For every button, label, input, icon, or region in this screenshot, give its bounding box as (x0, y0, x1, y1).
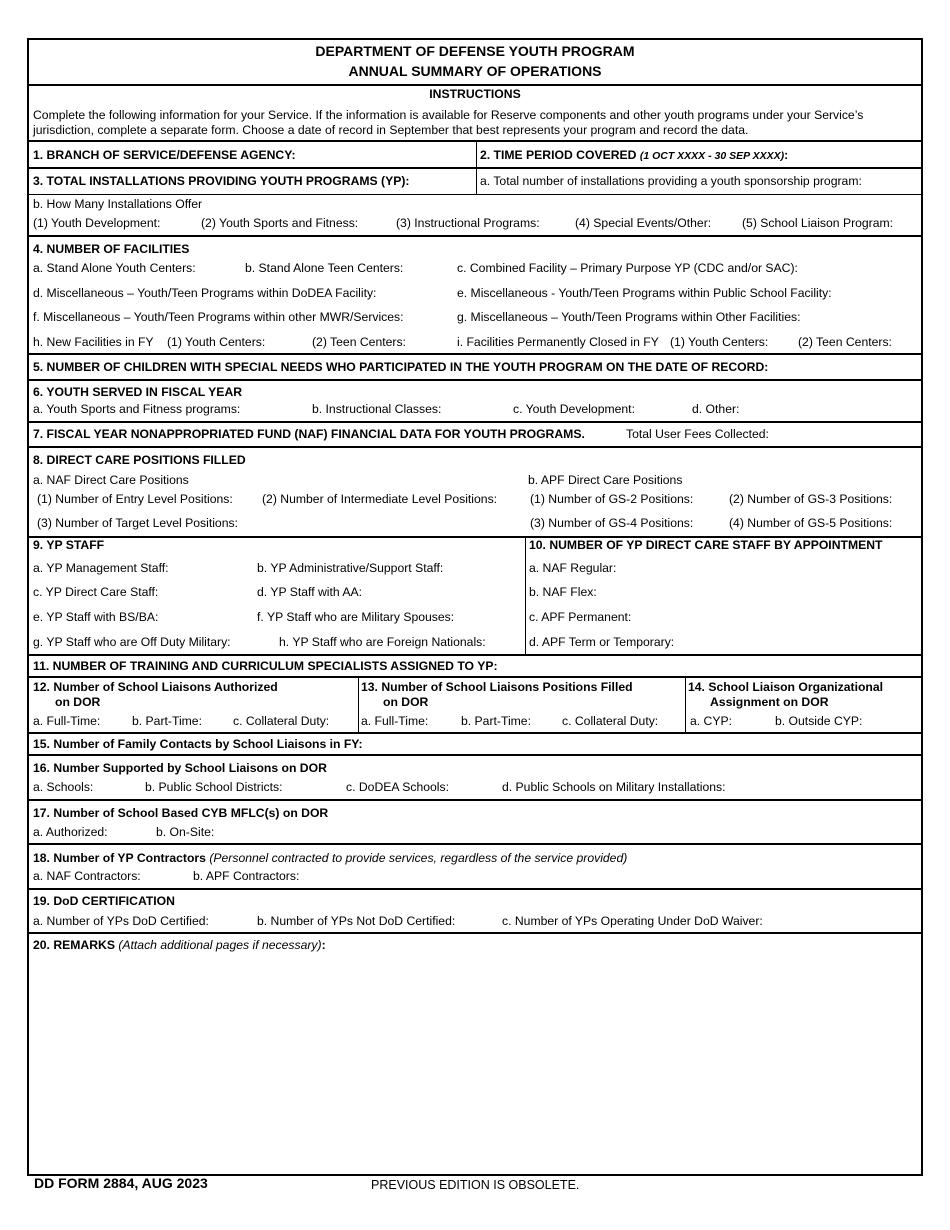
instructions-heading: INSTRUCTIONS (429, 87, 521, 101)
special-needs-label: 5. NUMBER OF CHILDREN WITH SPECIAL NEEDS WHO PARTICIPATED IN THE YOUTH PROGRAM ON THE DATE OF RECORD: (33, 360, 769, 374)
form-title-line2: ANNUAL SUMMARY OF OPERATIONS (348, 63, 602, 79)
sl-cyp-field[interactable]: a. CYP: (690, 714, 732, 728)
entry-level-field[interactable]: (1) Number of Entry Level Positions: (37, 492, 233, 506)
row-11 (29, 656, 921, 678)
gs3-field[interactable]: (2) Number of GS-3 Positions: (729, 492, 893, 506)
divider (476, 142, 477, 167)
form-header (29, 40, 921, 86)
not-dod-certified-field[interactable]: b. Number of YPs Not DoD Certified: (257, 914, 456, 928)
row-3 (29, 169, 921, 195)
closed-facilities-label: i. Facilities Permanently Closed in FY (457, 335, 659, 349)
naf-contractors-field[interactable]: a. NAF Contractors: (33, 869, 141, 883)
staff-by-appointment-label: 10. NUMBER OF YP DIRECT CARE STAFF BY APPOINTMENT (529, 538, 883, 552)
remarks-note: (Attach additional pages if necessary) (118, 938, 322, 952)
youth-development-served-field[interactable]: c. Youth Development: (513, 402, 635, 416)
row-9-10 (29, 538, 921, 656)
naf-direct-care-label: a. NAF Direct Care Positions (33, 473, 189, 487)
sl-auth-fulltime-field[interactable]: a. Full-Time: (33, 714, 101, 728)
sl-auth-collateral-field[interactable]: c. Collateral Duty: (233, 714, 330, 728)
instructional-programs-field[interactable]: (3) Instructional Programs: (396, 216, 540, 230)
user-fees-field[interactable]: Total User Fees Collected: (626, 427, 769, 441)
sl-auth-parttime-field[interactable]: b. Part-Time: (132, 714, 202, 728)
direct-care-positions-label: 8. DIRECT CARE POSITIONS FILLED (33, 453, 246, 467)
naf-financial-label: 7. FISCAL YEAR NONAPPROPRIATED FUND (NAF) FINANCIAL DATA FOR YOUTH PROGRAMS. (33, 427, 585, 441)
closed-youth-centers-field[interactable]: (1) Youth Centers: (670, 335, 769, 349)
form-number: DD FORM 2884, AUG 2023 (34, 1175, 208, 1191)
contractors-heading (33, 851, 627, 865)
military-spouses-field[interactable]: f. YP Staff who are Military Spouses: (257, 610, 455, 624)
row-6 (29, 381, 921, 423)
remarks-area[interactable] (29, 934, 921, 1174)
mflc-label: 17. Number of School Based CYB MFLC(s) on DOR (33, 806, 329, 820)
apf-term-field[interactable]: d. APF Term or Temporary: (529, 635, 675, 649)
mflc-authorized-field[interactable]: a. Authorized: (33, 825, 108, 839)
new-teen-centers-field[interactable]: (2) Teen Centers: (312, 335, 406, 349)
dod-certification-label: 19. DoD CERTIFICATION (33, 894, 175, 908)
contractors-note: (Personnel contracted to provide services, regardless of the service provided) (209, 851, 628, 865)
installations-offer-label: b. How Many Installations Offer (33, 197, 203, 211)
new-youth-centers-field[interactable]: (1) Youth Centers: (167, 335, 266, 349)
youth-served-label: 6. YOUTH SERVED IN FISCAL YEAR (33, 385, 243, 399)
branch-of-service-label: 1. BRANCH OF SERVICE/DEFENSE AGENCY: (33, 148, 296, 162)
special-events-field[interactable]: (4) Special Events/Other: (575, 216, 712, 230)
misc-dodea-field[interactable]: d. Miscellaneous – Youth/Teen Programs within DoDEA Facility: (33, 286, 377, 300)
form-title-line1: DEPARTMENT OF DEFENSE YOUTH PROGRAM (315, 43, 635, 59)
sl-authorized-label-2: on DOR (55, 695, 101, 709)
instructional-classes-field[interactable]: b. Instructional Classes: (312, 402, 442, 416)
row-17 (29, 801, 921, 845)
naf-flex-field[interactable]: b. NAF Flex: (529, 585, 597, 599)
yp-staff-label: 9. YP STAFF (33, 538, 105, 552)
new-facilities-label: h. New Facilities in FY (33, 335, 154, 349)
row-19 (29, 890, 921, 934)
training-specialists-label: 11. NUMBER OF TRAINING AND CURRICULUM SPECIALISTS ASSIGNED TO YP: (33, 659, 498, 673)
sponsorship-field[interactable]: a. Total number of installations providing a youth sponsorship program: (480, 174, 862, 188)
row-1-2 (29, 142, 921, 169)
contractors-label: 18. Number of YP Contractors (33, 851, 206, 865)
row-18 (29, 845, 921, 890)
gs2-field[interactable]: (1) Number of GS-2 Positions: (530, 492, 694, 506)
admin-support-staff-field[interactable]: b. YP Administrative/Support Staff: (257, 561, 444, 575)
misc-mwr-field[interactable]: f. Miscellaneous – Youth/Teen Programs within other MWR/Services: (33, 310, 404, 324)
family-contacts-label: 15. Number of Family Contacts by School Liaisons in FY: (33, 737, 363, 751)
row-8 (29, 448, 921, 538)
dod-waiver-field[interactable]: c. Number of YPs Operating Under DoD Waiver: (502, 914, 763, 928)
public-schools-military-field[interactable]: d. Public Schools on Military Installations: (502, 780, 726, 794)
misc-other-field[interactable]: g. Miscellaneous – Youth/Teen Programs within Other Facilities: (457, 310, 801, 324)
row-15 (29, 734, 921, 756)
remarks-heading (33, 938, 326, 952)
form (27, 38, 923, 1176)
instructions-line1: Complete the following information for your Service. If the information is available for Reserve components and other youth programs under your Service’s (33, 108, 864, 122)
remarks-colon: : (321, 938, 326, 952)
apf-direct-care-label: b. APF Direct Care Positions (528, 473, 683, 487)
off-duty-military-field[interactable]: g. YP Staff who are Off Duty Military: (33, 635, 231, 649)
public-school-districts-field[interactable]: b. Public School Districts: (145, 780, 283, 794)
row-4-facilities (29, 237, 921, 355)
sl-outside-cyp-field[interactable]: b. Outside CYP: (775, 714, 863, 728)
facilities-label: 4. NUMBER OF FACILITIES (33, 242, 190, 256)
divider (525, 538, 526, 654)
time-period-field (480, 148, 788, 163)
target-level-field[interactable]: (3) Number of Target Level Positions: (37, 516, 238, 530)
remarks-label: 20. REMARKS (33, 938, 115, 952)
foreign-nationals-field[interactable]: h. YP Staff who are Foreign Nationals: (279, 635, 486, 649)
sl-org-assignment-label: 14. School Liaison Organizational (688, 680, 884, 694)
row-3b (29, 195, 921, 237)
apf-contractors-field[interactable]: b. APF Contractors: (193, 869, 300, 883)
youth-sports-field[interactable]: (2) Youth Sports and Fitness: (201, 216, 359, 230)
time-period-colon: : (784, 148, 789, 162)
sl-filled-parttime-field[interactable]: b. Part-Time: (461, 714, 531, 728)
combined-facility-field[interactable]: c. Combined Facility – Primary Purpose YP (CDC and/or SAC): (457, 261, 798, 275)
staff-with-bsba-field[interactable]: e. YP Staff with BS/BA: (33, 610, 159, 624)
dod-certified-field[interactable]: a. Number of YPs DoD Certified: (33, 914, 209, 928)
school-liaison-program-field[interactable]: (5) School Liaison Program: (742, 216, 894, 230)
instructions-block (29, 86, 921, 142)
staff-with-aa-field[interactable]: d. YP Staff with AA: (257, 585, 363, 599)
youth-development-field[interactable]: (1) Youth Development: (33, 216, 161, 230)
divider (685, 678, 686, 732)
sl-filled-label-2: on DOR (383, 695, 429, 709)
divider (358, 678, 359, 732)
row-16 (29, 756, 921, 801)
sl-filled-label: 13. Number of School Liaisons Positions Filled (361, 680, 633, 694)
dodea-schools-field[interactable]: c. DoDEA Schools: (346, 780, 449, 794)
gs4-field[interactable]: (3) Number of GS-4 Positions: (530, 516, 694, 530)
naf-regular-field[interactable]: a. NAF Regular: (529, 561, 617, 575)
sl-filled-collateral-field[interactable]: c. Collateral Duty: (562, 714, 659, 728)
misc-public-school-field[interactable]: e. Miscellaneous - Youth/Teen Programs within Public School Facility: (457, 286, 832, 300)
stand-alone-youth-field[interactable]: a. Stand Alone Youth Centers: (33, 261, 196, 275)
sl-authorized-label: 12. Number of School Liaisons Authorized (33, 680, 278, 694)
row-7 (29, 423, 921, 448)
schools-field[interactable]: a. Schools: (33, 780, 94, 794)
management-staff-field[interactable]: a. YP Management Staff: (33, 561, 169, 575)
intermediate-level-field[interactable]: (2) Number of Intermediate Level Positions: (262, 492, 498, 506)
gs5-field[interactable]: (4) Number of GS-5 Positions: (729, 516, 893, 530)
instructions-line2: jurisdiction, complete a separate form. Choose a date of record in September that best represents your program and record the data. (33, 123, 749, 137)
time-period-label: 2. TIME PERIOD COVERED (480, 148, 637, 162)
direct-care-staff-field[interactable]: c. YP Direct Care Staff: (33, 585, 159, 599)
sl-org-assignment-label-2: Assignment on DOR (710, 695, 829, 709)
total-installations-label: 3. TOTAL INSTALLATIONS PROVIDING YOUTH PROGRAMS (YP): (33, 174, 410, 188)
divider (476, 169, 477, 194)
youth-sports-served-field[interactable]: a. Youth Sports and Fitness programs: (33, 402, 241, 416)
sl-filled-fulltime-field[interactable]: a. Full-Time: (361, 714, 429, 728)
apf-permanent-field[interactable]: c. APF Permanent: (529, 610, 632, 624)
other-served-field[interactable]: d. Other: (692, 402, 740, 416)
obsolete-notice: PREVIOUS EDITION IS OBSOLETE. (371, 1178, 580, 1192)
supported-by-sl-label: 16. Number Supported by School Liaisons on DOR (33, 761, 327, 775)
stand-alone-teen-field[interactable]: b. Stand Alone Teen Centers: (245, 261, 404, 275)
time-period-note: (1 OCT XXXX - 30 SEP XXXX) (639, 150, 785, 162)
mflc-onsite-field[interactable]: b. On-Site: (156, 825, 215, 839)
closed-teen-centers-field[interactable]: (2) Teen Centers: (798, 335, 892, 349)
row-12-13-14 (29, 678, 921, 734)
row-5 (29, 355, 921, 381)
